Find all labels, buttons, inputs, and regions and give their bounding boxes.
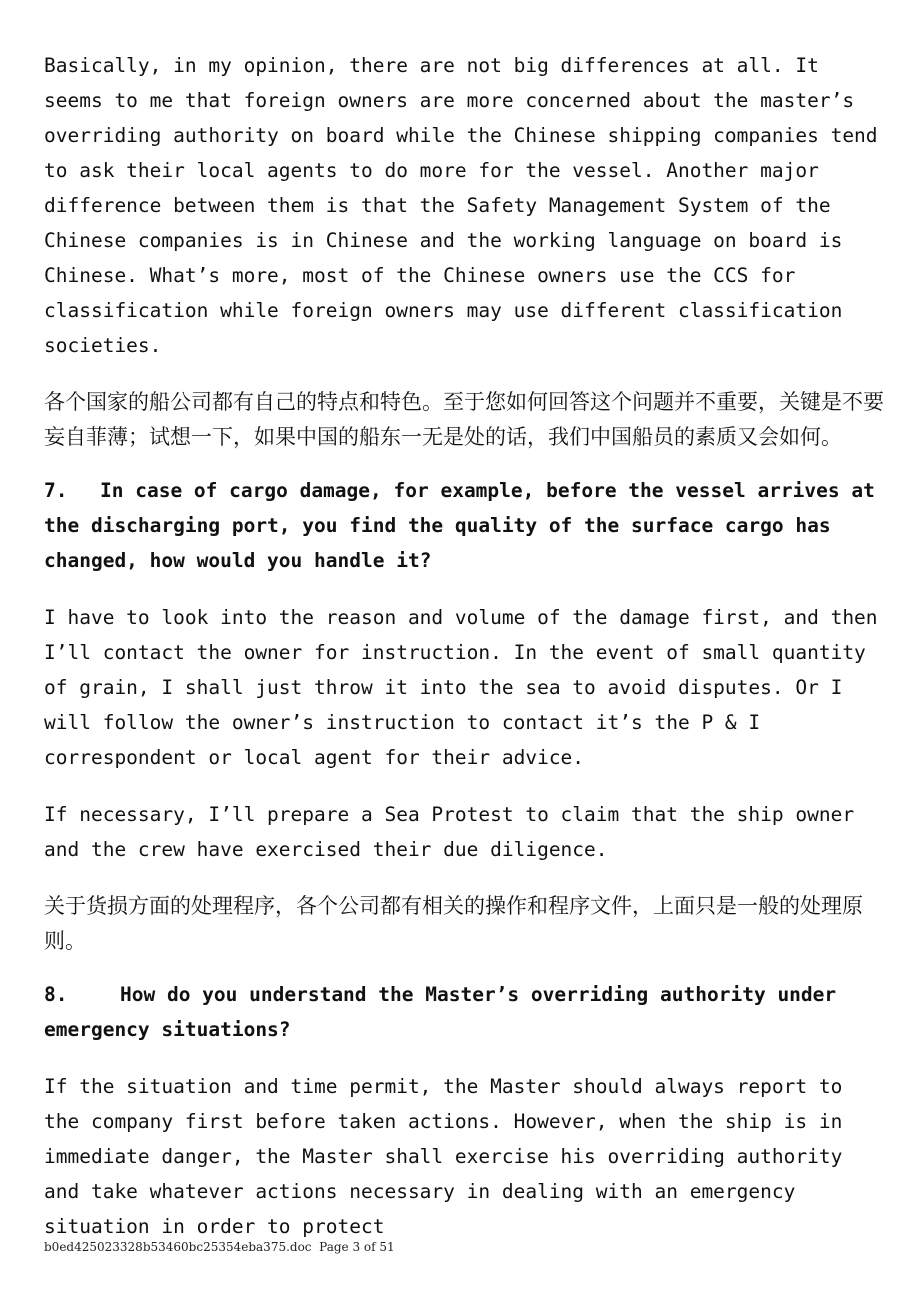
question-8 xyxy=(44,977,884,1047)
paragraph-answer-7b: If necessary, I’ll prepare a Sea Protest to claim that the ship owner and the crew have exercised their due diligence. xyxy=(44,803,855,861)
footer-page-number: Page 3 of 51 xyxy=(319,1240,395,1254)
page-footer xyxy=(44,1240,395,1254)
paragraph-answer-7a: I have to look into the reason and volume of the damage first, and then I’ll contact the owner for instruction. In the event of small quantity of grain, I shall just throw it into the sea to avoid disputes. Or I will follow the owner’s instruction to contact it’s the P & I correspondent or local agent for their advice. xyxy=(44,606,878,769)
paragraph-chinese-note-7: 关于货损方面的处理程序，各个公司都有相关的操作和程序文件，上面只是一般的处理原则。 xyxy=(44,894,863,953)
paragraph-answer-6: Basically, in my opinion, there are not big differences at all. It seems to me that foreign owners are more concerned about the master’s overriding authority on board while the Chinese shipping companies tend to ask their local agents to do more for the vessel. Another major difference between them is that the Safety Management System of the Chinese companies is in Chinese and the working language on board is Chinese. What’s more, most of the Chinese owners use the CCS for classification while foreign owners may use different classification societies. xyxy=(44,54,878,357)
question-8-text: How do you understand the Master’s overriding authority under emergency situations? xyxy=(44,983,837,1041)
question-7-number: 7. xyxy=(44,479,68,502)
document-page xyxy=(44,48,884,1266)
question-7 xyxy=(44,473,884,578)
question-7-text: In case of cargo damage, for example, before the vessel arrives at the discharging port, you find the quality of the surface cargo has changed, how would you handle it? xyxy=(44,479,875,572)
footer-filename: b0ed425023328b53460bc25354eba375.doc xyxy=(44,1240,312,1254)
question-8-number: 8. xyxy=(44,983,68,1006)
paragraph-chinese-note-6: 各个国家的船公司都有自己的特点和特色。至于您如何回答这个问题并不重要，关键是不要妄自菲薄；试想一下，如果中国的船东一无是处的话，我们中国船员的素质又会如何。 xyxy=(44,390,884,449)
paragraph-answer-8: If the situation and time permit, the Master should always report to the company first before taken actions. However, when the ship is in immediate danger, the Master shall exercise his overriding authority and take whatever actions necessary in dealing with an emergency situation in order to protect xyxy=(44,1075,843,1238)
